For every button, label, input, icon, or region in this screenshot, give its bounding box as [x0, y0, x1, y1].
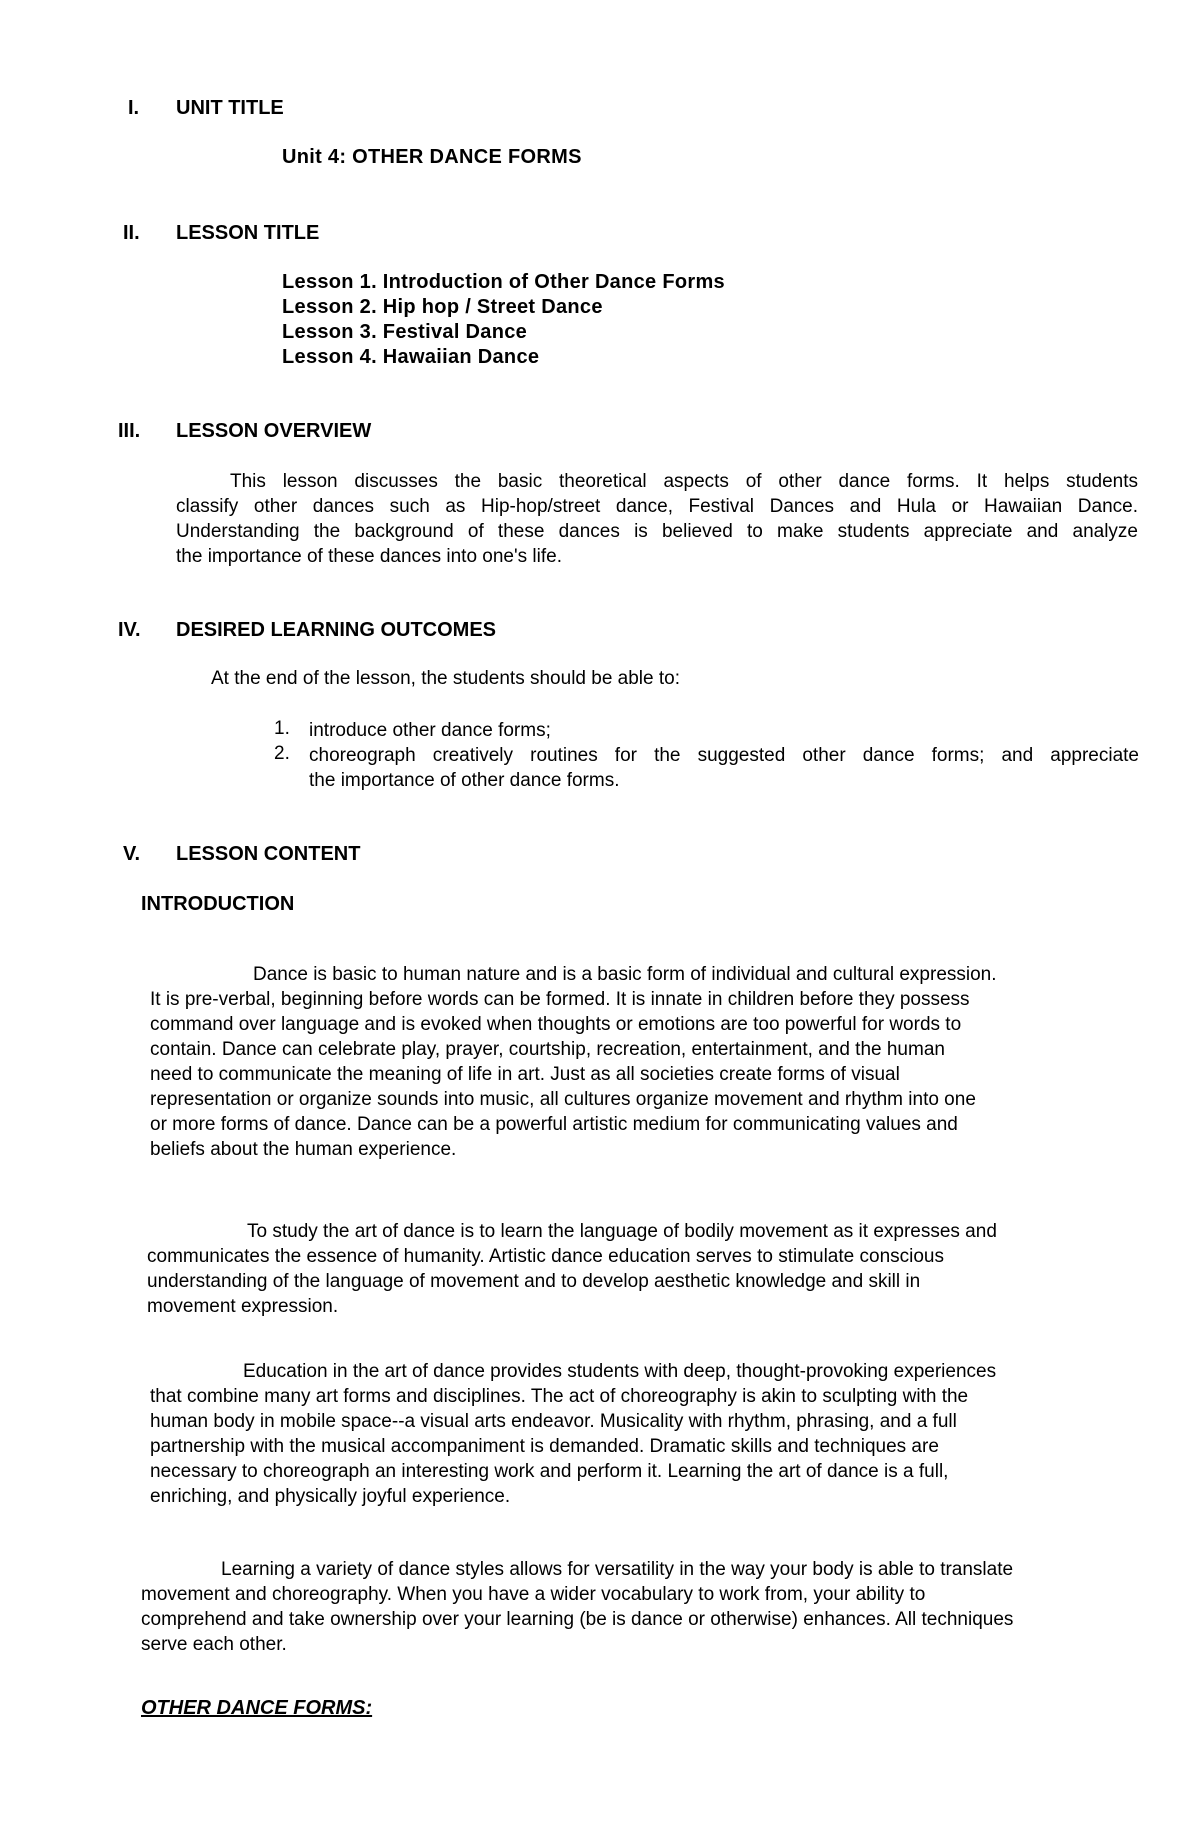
- outcome-line: the importance of other dance forms.: [309, 770, 620, 791]
- paragraph-line: enriching, and physically joyful experience.: [150, 1486, 511, 1507]
- unit-title: Unit 4: OTHER DANCE FORMS: [282, 146, 582, 168]
- paragraph-line: that combine many art forms and disciplines. The act of choreography is akin to sculpting with the: [150, 1386, 969, 1407]
- paragraph-line: representation or organize sounds into music, all cultures organize movement and rhythm into one: [150, 1089, 976, 1110]
- paragraph-line: understanding of the language of movement and to develop aesthetic knowledge and skill in: [147, 1271, 921, 1292]
- paragraph-line: beliefs about the human experience.: [150, 1139, 457, 1160]
- paragraph-line: contain. Dance can celebrate play, prayer, courtship, recreation, entertainment, and the human: [150, 1039, 945, 1060]
- intro-paragraph-3: [150, 1359, 1110, 1509]
- outcomes-intro: At the end of the lesson, the students should be able to:: [211, 668, 680, 689]
- outcome-line: introduce other dance forms;: [309, 720, 551, 741]
- paragraph-line: movement expression.: [147, 1296, 339, 1317]
- section-number: III.: [118, 420, 141, 442]
- section-title-lesson: LESSON TITLE: [176, 222, 320, 244]
- outcome-line: choreograph creatively routines for the suggested other dance forms; and appreciate: [309, 745, 1139, 766]
- section-title-content: LESSON CONTENT: [176, 843, 361, 865]
- paragraph-line: comprehend and take ownership over your learning (be is dance or otherwise) enhances. All techniques: [141, 1609, 1014, 1630]
- section-title-overview: LESSON OVERVIEW: [176, 420, 372, 442]
- intro-paragraph-1: [150, 962, 1110, 1162]
- section-number: II.: [123, 222, 140, 244]
- lesson-item: Lesson 1. Introduction of Other Dance Forms: [282, 271, 725, 293]
- list-number: 2.: [274, 743, 290, 764]
- paragraph-line: human body in mobile space--a visual arts endeavor. Musicality with rhythm, phrasing, and a full: [150, 1411, 957, 1432]
- paragraph-line: movement and choreography. When you have a wider vocabulary to work from, your ability to: [141, 1584, 926, 1605]
- paragraph-line: Education in the art of dance provides students with deep, thought-provoking experiences: [243, 1361, 997, 1382]
- overview-line: This lesson discusses the basic theoretical aspects of other dance forms. It helps students: [230, 471, 1138, 492]
- overview-line: the importance of these dances into one's life.: [176, 546, 562, 567]
- section-number: V.: [123, 843, 141, 865]
- paragraph-line: serve each other.: [141, 1634, 287, 1655]
- lesson-list: [282, 270, 725, 370]
- outcome-item: [309, 743, 1139, 793]
- other-dance-forms-heading: OTHER DANCE FORMS:: [141, 1697, 373, 1719]
- paragraph-line: need to communicate the meaning of life in art. Just as all societies create forms of visual: [150, 1064, 900, 1085]
- subheading-introduction: INTRODUCTION: [141, 893, 295, 915]
- paragraph-line: necessary to choreograph an interesting work and perform it. Learning the art of dance is a full,: [150, 1461, 949, 1482]
- section-title-unit: UNIT TITLE: [176, 97, 284, 119]
- paragraph-line: communicates the essence of humanity. Artistic dance education serves to stimulate conscious: [147, 1246, 944, 1267]
- overview-line: classify other dances such as Hip-hop/street dance, Festival Dances and Hula or Hawaiian Dance.: [176, 496, 1138, 517]
- outcome-item: [309, 718, 1139, 743]
- lesson-item: Lesson 3. Festival Dance: [282, 321, 528, 343]
- paragraph-line: command over language and is evoked when thoughts or emotions are too powerful for words to: [150, 1014, 962, 1035]
- list-number: 1.: [274, 718, 290, 739]
- paragraph-line: partnership with the musical accompaniment is demanded. Dramatic skills and techniques are: [150, 1436, 939, 1457]
- overview-paragraph: [176, 469, 1138, 569]
- section-number: I.: [128, 97, 140, 119]
- intro-paragraph-2: [147, 1219, 1107, 1319]
- lesson-item: Lesson 2. Hip hop / Street Dance: [282, 296, 603, 318]
- paragraph-line: Dance is basic to human nature and is a basic form of individual and cultural expression.: [253, 964, 997, 985]
- paragraph-line: Learning a variety of dance styles allows for versatility in the way your body is able to translate: [221, 1559, 1014, 1580]
- overview-line: Understanding the background of these dances is believed to make students appreciate and analyze: [176, 521, 1138, 542]
- paragraph-line: To study the art of dance is to learn the language of bodily movement as it expresses and: [247, 1221, 997, 1242]
- intro-paragraph-4: [141, 1557, 1141, 1657]
- paragraph-line: It is pre-verbal, beginning before words can be formed. It is innate in children before they possess: [150, 989, 970, 1010]
- section-title-outcomes: DESIRED LEARNING OUTCOMES: [176, 619, 497, 641]
- lesson-item: Lesson 4. Hawaiian Dance: [282, 346, 540, 368]
- section-number: IV.: [118, 619, 141, 641]
- paragraph-line: or more forms of dance. Dance can be a powerful artistic medium for communicating values and: [150, 1114, 958, 1135]
